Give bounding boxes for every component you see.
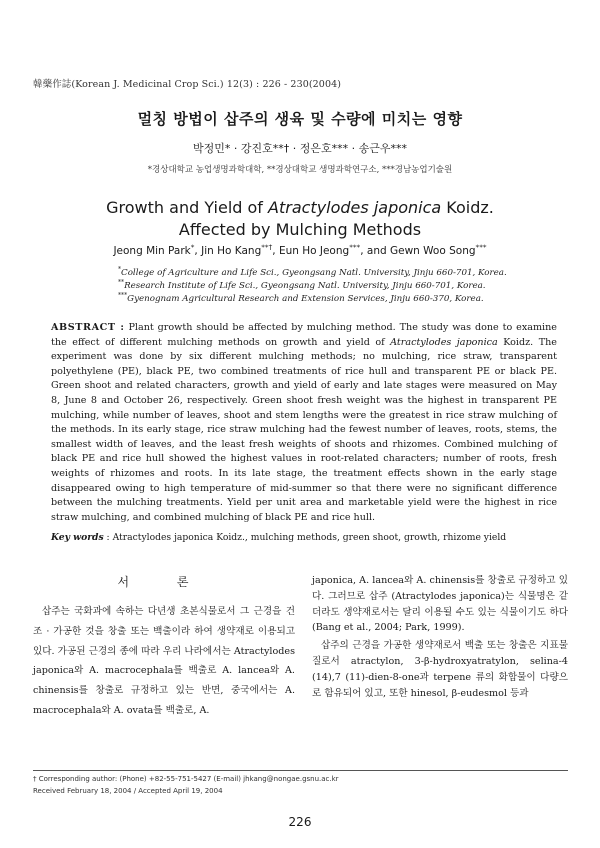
intro-left-column xyxy=(33,574,295,721)
title-english-line1 xyxy=(0,197,600,219)
affiliation-text: Gyenognam Agricultural Research and Extension Services, Jinju 660-370, Korea. xyxy=(127,294,484,304)
affiliation-mark: * xyxy=(118,266,122,274)
affiliation-row-2 xyxy=(118,280,538,293)
affiliation-row-1 xyxy=(118,267,538,280)
page-number: 226 xyxy=(288,815,312,829)
affiliation-mark: ** xyxy=(118,279,125,287)
affiliation-row-3 xyxy=(118,293,538,306)
author-4-mark: *** xyxy=(475,242,487,252)
author-2-mark: **† xyxy=(261,242,273,252)
author-1-mark: * xyxy=(190,242,195,252)
author-1: Jeong Min Park xyxy=(113,245,191,257)
footnote-divider xyxy=(33,770,568,771)
corresponding-author-note: † Corresponding author: (Phone) +82-55-751-5427 (E-mail) jhkang@nongae.gsnu.ac.kr xyxy=(33,775,339,783)
received-accepted-dates: Received February 18, 2004 / Accepted April 19, 2004 xyxy=(33,787,223,795)
keywords xyxy=(51,531,557,544)
intro-right-column xyxy=(312,573,568,701)
authors-english xyxy=(0,242,600,257)
affiliation-text: College of Agriculture and Life Sci., Gyeongsang Natl. University, Jinju 660-701, Korea. xyxy=(121,268,507,278)
intro-paragraph-3: 삽주의 근경을 가공한 생약재로서 백출 또는 창출은 지표물질로서 atractylon, 3-β-hydroxyatratylon, selina-4 (14),7 (11)-dien-8-one과 terpene 류의 화합물이 다량으로 함유되어 있고, 또한 hinesol, β-eudesmol 등과 xyxy=(312,640,568,699)
abstract-text-2: Koidz. The experiment was done by six different mulching methods; no mulching, rice straw, transparent polyethylene (PE), black PE, two combined treatments of rice hull and transparent PE or black PE. Green shoot and related characters, growth and yield of early and late stages were measured on May 8, June 8 and October 26, respectively. Green shoot fresh weight was the highest in transparent PE mulching, while number of leaves, shoot and stem lengths were the greatest in rice straw mulching of the methods. In its early stage, rice straw mulching had the fewest number of leaves, roots, stems, the smallest width of leaves, and the least fresh weights of shoots and rhizomes. Combined mulching of black PE and rice hull showed the highest values in root-related characters; number of roots, fresh weights of rhizomes and roots. In its late stage, the treatment effects shown in the early stage disappeared owing to high temperature of mid-summer so that there were no significant difference between the mulching treatments. Yield per unit area and marketable yield were the highest in rice straw mulching, and combined mulching of black PE and rice hull. xyxy=(51,336,557,523)
journal-header: 韓藥作誌(Korean J. Medicinal Crop Sci.) 12(3) : 226 - 230(2004) xyxy=(33,79,342,90)
affiliation-text: Research Institute of Life Sci., Gyeongsang Natl. University, Jinju 660-701, Korea. xyxy=(124,281,486,291)
title-pre: Growth and Yield of xyxy=(106,198,269,217)
abstract xyxy=(51,321,557,525)
abstract-species: Atractylodes japonica xyxy=(390,336,498,348)
keywords-text: : Atractylodes japonica Koidz., mulching methods, green shoot, growth, rhizome yield xyxy=(103,532,507,543)
title-korean: 멀칭 방법이 삽주의 생육 및 수량에 미치는 영향 xyxy=(137,110,463,128)
title-post: Koidz. xyxy=(441,198,494,217)
author-3: Eun Ho Jeong xyxy=(278,245,350,257)
intro-paragraph-2: japonica, A. lancea와 A. chinensis를 창출로 규정하고 있다. 그러므로 삽주 (Atractylodes japonica)는 식물명은 같더라도 생약재로서는 달리 이용될 수도 있는 식물이기도 하다 (Bang et al., 2004; Park, 1999). xyxy=(312,575,568,634)
author-sep-3: , and xyxy=(360,245,390,257)
abstract-label: ABSTRACT : xyxy=(51,322,125,333)
author-sep-2: , xyxy=(272,245,279,257)
author-sep-1: , xyxy=(194,245,202,257)
authors-korean: 박정민* · 강진호**† · 정은호*** · 송근우*** xyxy=(193,142,407,155)
author-4: Gewn Woo Song xyxy=(389,245,476,257)
affiliations-korean: *경상대학교 농업생명과학대학, **경상대학교 생명과학연구소, ***경남농업기술원 xyxy=(147,165,453,175)
section-heading-intro: 서 론 xyxy=(117,575,211,589)
title-species: Atractylodes japonica xyxy=(268,198,442,217)
affiliations-english xyxy=(118,267,538,306)
author-2: Jin Ho Kang xyxy=(201,245,262,257)
author-3-mark: *** xyxy=(349,242,361,252)
abstract-text-1: Plant growth should be affected by mulching method. The study was done to examine the effect of different mulching methods on growth and yield of xyxy=(51,322,557,348)
keywords-label: Key words xyxy=(51,532,104,543)
intro-paragraph-1: 삽주는 국화과에 속하는 다년생 초본식물로서 그 근경을 건조 · 가공한 것을 창출 또는 백출이라 하여 생약재로 이용되고 있다. 가공된 근경의 종에 따라 우리 나라에서는 Atractylodes japonica와 A. macrocephala를 백출로 A. lancea와 A. chinensis를 창출로 규정하고 있는 반면, 중국에서는 A. macrocephala와 A. ovata를 백출로, A. xyxy=(33,606,295,716)
affiliation-mark: *** xyxy=(118,292,128,300)
footnote xyxy=(33,773,573,797)
title-english xyxy=(0,197,600,241)
title-english-line2: Affected by Mulching Methods xyxy=(178,220,422,239)
